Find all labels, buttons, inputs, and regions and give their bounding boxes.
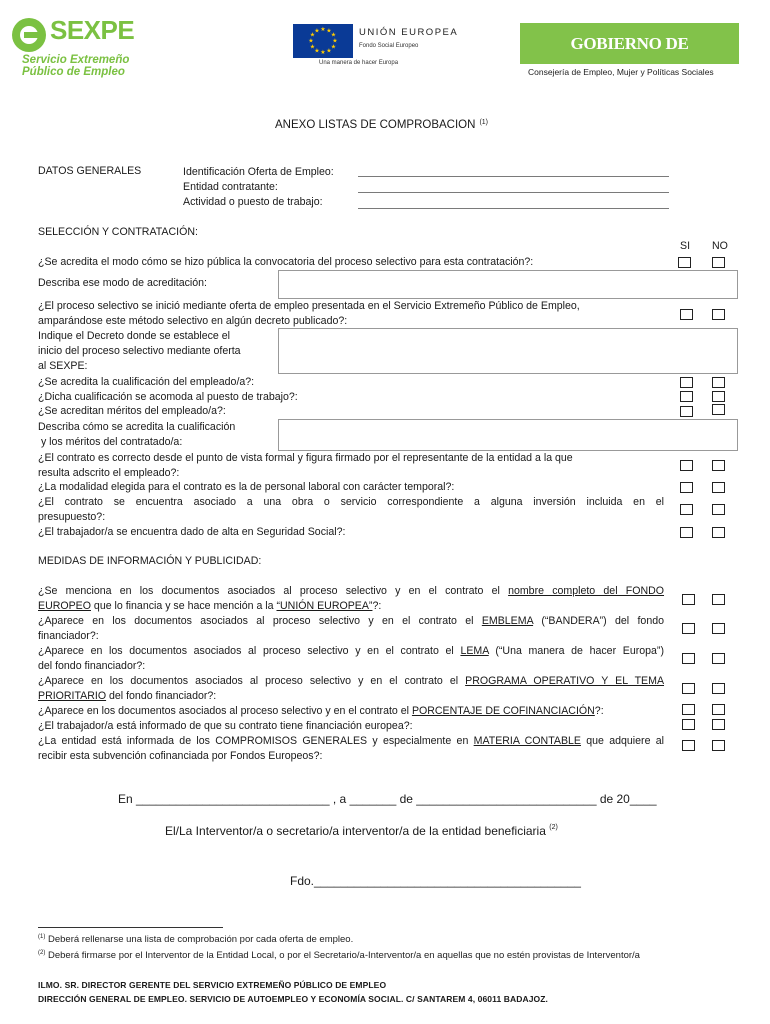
checkbox-no[interactable] <box>712 482 725 493</box>
question-fondo-underlined: nombre completo del FONDO <box>508 585 665 597</box>
checkbox-no[interactable] <box>712 404 725 415</box>
sexpe-logo <box>12 15 142 80</box>
page-title-text: ANEXO LISTAS DE COMPROBACION <box>275 119 476 131</box>
svg-text:★: ★ <box>320 49 326 56</box>
question-programa-underlined: PRIORITARIO <box>38 690 107 702</box>
checkbox-no[interactable] <box>712 257 725 268</box>
page-title <box>275 119 488 131</box>
svg-text:★: ★ <box>309 31 316 39</box>
question-describa-cualificacion-line1: Describa cómo se acredita la cualificación <box>38 421 236 433</box>
describa-modo-textarea[interactable] <box>278 270 738 299</box>
field-label-entidad: Entidad contratante: <box>183 181 278 193</box>
checkbox-si[interactable] <box>682 719 695 730</box>
question-porcentaje-text: ?: <box>594 705 604 717</box>
question-convocatoria: ¿Se acredita el modo cómo se hizo pública la convocatoria del proceso selectivo para esta contratación?: <box>38 256 534 268</box>
question-fondo-text: ?: <box>372 600 382 612</box>
eu-motto: Una manera de hacer Europa <box>319 60 399 66</box>
datos-fields <box>183 165 334 210</box>
checkbox-si[interactable] <box>682 653 695 664</box>
question-describa-modo: Describa ese modo de acreditación: <box>38 277 208 289</box>
question-fondo-text: que lo financia y se hace mención a la <box>90 600 277 612</box>
footer-line1: ILMO. SR. DIRECTOR GERENTE DEL SERVICIO EXTREMEÑO PÚBLICO DE EMPLEO <box>38 980 387 990</box>
datos-heading: DATOS GENERALES <box>38 165 142 177</box>
checkbox-no[interactable] <box>712 653 725 664</box>
question-decreto <box>38 329 241 373</box>
checkbox-no[interactable] <box>712 460 725 471</box>
svg-text:★: ★ <box>314 27 320 35</box>
question-porcentaje <box>38 704 604 719</box>
consejeria-label: Consejería de Empleo, Mujer y Políticas Sociales <box>528 67 714 77</box>
svg-text:★: ★ <box>314 47 320 55</box>
question-informado: ¿El trabajador/a está informado de que su contrato tiene financiación europea?: <box>38 720 413 732</box>
sexpe-e-icon <box>12 18 46 52</box>
question-emblema-underlined: EMBLEMA <box>481 615 534 627</box>
checkbox-no[interactable] <box>712 527 725 538</box>
question-lema-line2: del fondo financiador?: <box>38 660 146 672</box>
interventor-label <box>165 824 558 838</box>
question-emblema-text: (“BANDERA”) del fondo <box>533 615 664 627</box>
question-fondo-line1 <box>38 584 664 599</box>
checkbox-si[interactable] <box>682 623 695 634</box>
seleccion-heading: SELECCIÓN Y CONTRATACIÓN: <box>38 226 198 238</box>
question-contrato-correcto-line2: resulta adscrito el empleado?: <box>38 466 180 479</box>
question-oferta-sexpe-line2: amparándose este método selectivo en algún decreto publicado?: <box>38 314 348 327</box>
medidas-heading: MEDIDAS DE INFORMACIÓN Y PUBLICIDAD: <box>38 555 262 567</box>
question-lema-underlined: LEMA <box>460 645 489 657</box>
question-obra-servicio-line2: presupuesto?: <box>38 511 106 523</box>
checkbox-no[interactable] <box>712 594 725 605</box>
no-header: NO <box>712 240 728 252</box>
svg-text:★: ★ <box>320 26 326 33</box>
footnote-2-text: Deberá firmarse por el Interventor de la Entidad Local, o por el Secretario/a-Interventor/a en aquellas que no estén provistas de Interventor/a <box>45 950 640 962</box>
decreto-textarea[interactable] <box>278 328 738 374</box>
oferta-input-line[interactable] <box>358 176 669 177</box>
si-header: SI <box>680 240 691 252</box>
footnote-1-mark: (1) <box>38 934 46 940</box>
question-contrato-correcto <box>38 451 664 481</box>
question-fondo-underlined: EUROPEO <box>38 600 91 612</box>
checkbox-no[interactable] <box>712 391 725 402</box>
eu-title: UNIÓN EUROPEA <box>359 27 459 38</box>
question-emblema-line2: financiador?: <box>38 630 99 642</box>
question-fondo-text: ¿Se menciona en los documentos asociados al proceso selectivo y en el contrato el <box>38 585 509 597</box>
question-emblema-text: ¿Aparece en los documentos asociados al proceso selectivo y en el contrato el <box>38 615 482 627</box>
question-describa-cualificacion <box>38 420 235 450</box>
question-seguridad-social: ¿El trabajador/a se encuentra dado de alta en Seguridad Social?: <box>38 526 346 538</box>
entidad-input-line[interactable] <box>358 192 669 193</box>
footnote-1-text: Deberá rellenarse una lista de comprobación por cada oferta de empleo. <box>45 934 354 946</box>
footnote-2 <box>38 950 640 961</box>
question-cualificacion: ¿Se acredita la cualificación del empleado/a?: <box>38 376 255 388</box>
question-compromisos-text: ¿La entidad está informada de los COMPROMISOS GENERALES y especialmente en <box>38 735 474 747</box>
checkbox-si[interactable] <box>680 406 693 417</box>
checkbox-si[interactable] <box>680 460 693 471</box>
question-programa-text: ¿Aparece en los documentos asociados al proceso selectivo y en el contrato el <box>38 675 466 687</box>
checkbox-si[interactable] <box>680 309 693 320</box>
sexpe-subtitle-line1: Servicio Extremeño <box>22 54 130 66</box>
footer-line2: DIRECCIÓN GENERAL DE EMPLEO. SERVICIO DE AUTOEMPLEO Y ECONOMÍA SOCIAL. C/ SANTAREM 4, 06011 BADAJOZ. <box>38 994 549 1004</box>
checkbox-no[interactable] <box>712 377 725 388</box>
footnote-1 <box>38 934 353 945</box>
gobierno-logo: GOBIERNO DE EXTREMADURA <box>520 23 739 64</box>
svg-text:★: ★ <box>309 43 316 51</box>
checkbox-si[interactable] <box>682 594 695 605</box>
question-programa-line1 <box>38 674 664 689</box>
question-porcentaje-underlined: PORCENTAJE DE COFINANCIACIÓN <box>411 705 595 717</box>
svg-text:★: ★ <box>326 47 332 55</box>
checkbox-si[interactable] <box>682 683 695 694</box>
svg-text:★: ★ <box>308 37 314 45</box>
sexpe-name: SEXPE <box>50 15 135 45</box>
checkbox-no[interactable] <box>712 623 725 634</box>
checkbox-no[interactable] <box>712 740 725 751</box>
checkbox-no[interactable] <box>712 683 725 694</box>
question-acomoda: ¿Dicha cualificación se acomoda al puesto de trabajo?: <box>38 391 298 403</box>
question-decreto-line3: al SEXPE: <box>38 359 88 372</box>
checkbox-si[interactable] <box>682 740 695 751</box>
question-describa-cualificacion-line2: y los méritos del contratado/a: <box>38 435 183 448</box>
question-contrato-correcto-line1: ¿El contrato es correcto desde el punto de vista formal y figura firmado por el representante de la entidad a la que <box>38 452 573 464</box>
question-porcentaje-text: ¿Aparece en los documentos asociados al proceso selectivo y en el contrato el <box>38 705 412 717</box>
question-compromisos-line1 <box>38 734 664 749</box>
question-fondo-line2 <box>38 599 381 614</box>
describa-cualificacion-textarea[interactable] <box>278 419 738 451</box>
question-programa-text: del fondo financiador?: <box>106 690 217 702</box>
actividad-input-line[interactable] <box>358 208 669 209</box>
question-decreto-line1: Indique el Decreto donde se establece el <box>38 330 230 342</box>
firma-line[interactable]: Fdo.________________________________________ <box>290 874 581 888</box>
title-footnote-ref: (1) <box>479 119 488 126</box>
sexpe-subtitle-line2: Público de Empleo <box>22 66 125 78</box>
svg-text:★: ★ <box>330 43 337 51</box>
checkbox-si[interactable] <box>678 257 691 268</box>
question-oferta-sexpe <box>38 299 580 329</box>
question-decreto-line2: inicio del proceso selectivo mediante oferta <box>38 344 241 357</box>
question-programa-line2 <box>38 689 216 704</box>
checkbox-no[interactable] <box>712 504 725 515</box>
question-meritos: ¿Se acreditan méritos del empleado/a?: <box>38 405 226 417</box>
field-label-actividad: Actividad o puesto de trabajo: <box>183 196 323 208</box>
eu-flag-icon <box>293 24 353 58</box>
checkbox-no[interactable] <box>712 719 725 730</box>
checkbox-no[interactable] <box>712 704 725 715</box>
question-compromisos-line2: recibir esta subvención cofinanciada por Fondos Europeos?: <box>38 750 323 762</box>
field-label-oferta: Identificación Oferta de Empleo: <box>183 166 334 178</box>
footnote-divider <box>38 927 223 928</box>
question-emblema-line1 <box>38 614 664 629</box>
svg-text:★: ★ <box>332 37 338 45</box>
question-lema-text: (“Una manera de hacer Europa”) <box>488 645 664 657</box>
question-obra-servicio-line1: ¿El contrato se encuentra asociado a una obra o servicio correspondiente a alguna inversión incluida en el <box>38 496 664 508</box>
question-programa-underlined: PROGRAMA OPERATIVO Y EL TEMA <box>465 675 665 687</box>
interventor-text: El/La Interventor/a o secretario/a interventor/a de la entidad beneficiaria <box>165 824 546 838</box>
interventor-footnote-ref: (2) <box>549 824 558 831</box>
question-modalidad: ¿La modalidad elegida para el contrato es la de personal laboral con carácter temporal?: <box>38 481 455 493</box>
eu-fund: Fondo Social Europeo <box>359 43 419 49</box>
checkbox-si[interactable] <box>680 482 693 493</box>
checkbox-si[interactable] <box>680 377 693 388</box>
question-compromisos-text: que adquiere al <box>580 735 664 747</box>
svg-text:★: ★ <box>326 27 332 35</box>
svg-text:★: ★ <box>330 31 337 39</box>
checkbox-si[interactable] <box>680 504 693 515</box>
checkbox-si[interactable] <box>680 527 693 538</box>
question-lema-text: ¿Aparece en los documentos asociados al proceso selectivo y en el contrato el <box>38 645 461 657</box>
question-lema-line1 <box>38 644 664 659</box>
checkbox-si[interactable] <box>680 391 693 402</box>
footnote-2-mark: (2) <box>38 950 46 956</box>
question-oferta-sexpe-line1: ¿El proceso selectivo se inició mediante oferta de empleo presentada en el Servicio Extremeño Público de Empleo, <box>38 300 580 312</box>
checkbox-si[interactable] <box>682 704 695 715</box>
place-date-line[interactable]: En _____________________________ , a _______ de ___________________________ de 20____ <box>118 792 657 806</box>
sexpe-subtitle <box>22 54 129 78</box>
question-fondo-underlined: “UNIÓN EUROPEA” <box>276 600 373 612</box>
question-compromisos-underlined: MATERIA CONTABLE <box>473 735 581 747</box>
checkbox-no[interactable] <box>712 309 725 320</box>
